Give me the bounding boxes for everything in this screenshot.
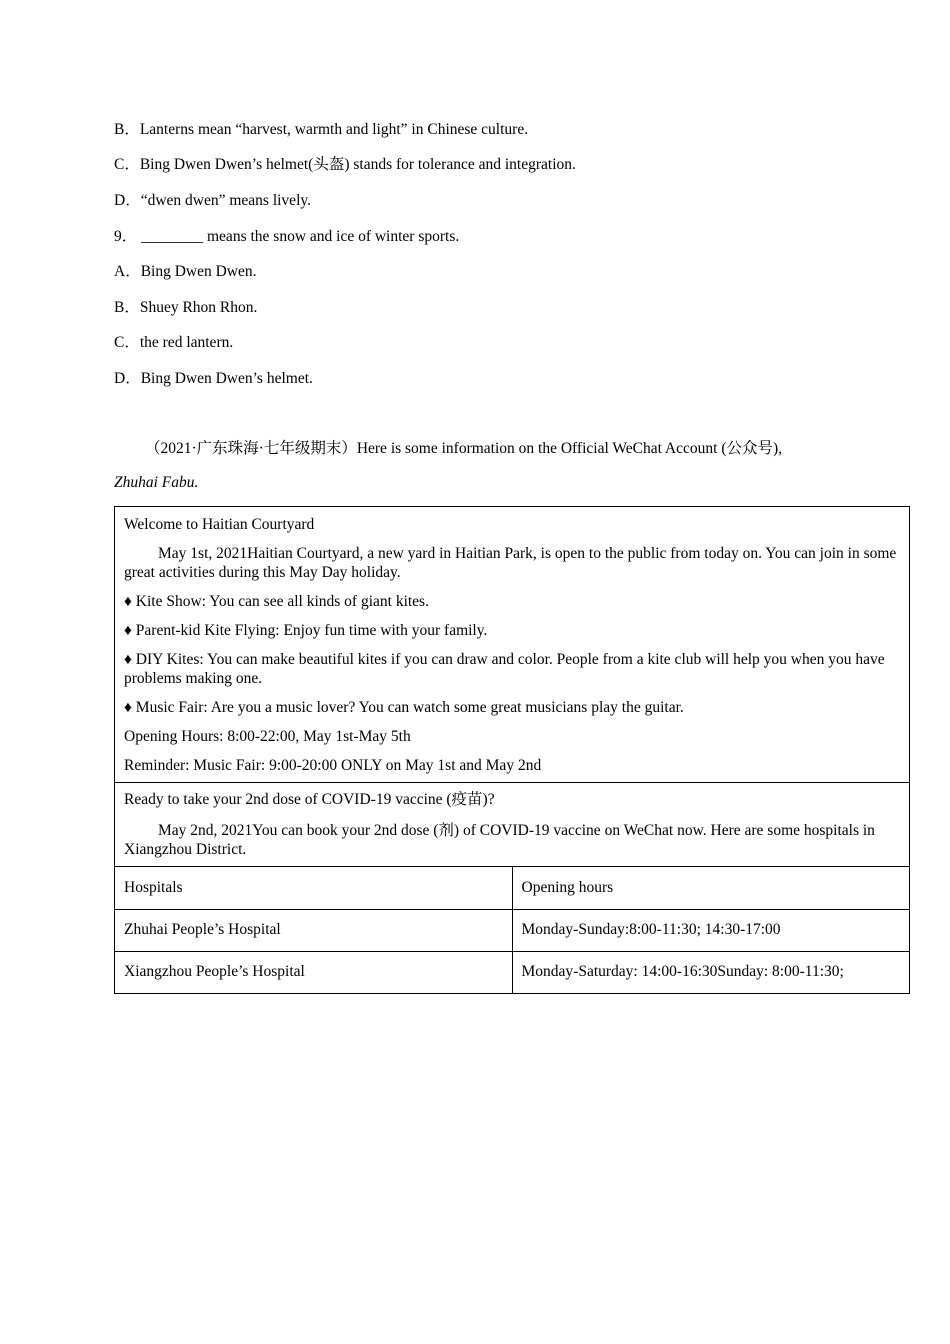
activity-item: ♦ Parent-kid Kite Flying: Enjoy fun time with your family.: [124, 622, 488, 639]
table-cell: Xiangzhou People’s Hospital: [115, 951, 512, 993]
section2-body: May 2nd, 2021You can book your 2nd dose (剂) of COVID-19 vaccine on WeChat now. Here are some hospitals in Xiangzhou District.: [124, 822, 875, 858]
table-header-row: [115, 867, 909, 909]
passage-source: Zhuhai Fabu.: [114, 474, 199, 491]
table-header-cell: Hospitals: [124, 878, 183, 896]
info-box: [114, 506, 910, 994]
table-cell: Zhuhai People’s Hospital: [115, 909, 512, 951]
reminder: Reminder: Music Fair: 9:00-20:00 ONLY on May 1st and May 2nd: [124, 757, 542, 774]
opening-hours: Opening Hours: 8:00-22:00, May 1st-May 5th: [124, 728, 411, 745]
passage-intro: （2021·广东珠海·七年级期末）Here is some information on the Official WeChat Account (公众号),: [145, 440, 783, 457]
table-row: [115, 951, 909, 993]
table-cell: Monday-Sunday:8:00-11:30; 14:30-17:00: [512, 909, 909, 951]
table-header-cell: Opening hours: [512, 867, 909, 909]
option-b-q8: B．Lanterns mean “harvest, warmth and light” in Chinese culture.: [114, 121, 529, 138]
option-b-q9: B．Shuey Rhon Rhon.: [114, 299, 258, 316]
table-row: [115, 909, 909, 951]
section1-body: May 1st, 2021Haitian Courtyard, a new yard in Haitian Park, is open to the public from today on. You can join in some great activities during this May Day holiday.: [124, 545, 897, 581]
section2-title: Ready to take your 2nd dose of COVID-19 vaccine (疫苗)?: [124, 791, 495, 808]
section1-title: Welcome to Haitian Courtyard: [124, 516, 315, 533]
hospital-table: [115, 867, 909, 993]
option-a-q9: A．Bing Dwen Dwen.: [114, 263, 257, 280]
activity-item: ♦ Music Fair: Are you a music lover? You can watch some great musicians play the guitar.: [124, 699, 684, 716]
vaccine-section: [115, 783, 909, 867]
activity-item: ♦ DIY Kites: You can make beautiful kites if you can draw and color. People from a kite club will help you when you have problems making one.: [124, 651, 885, 687]
activity-item: ♦ Kite Show: You can see all kinds of giant kites.: [124, 593, 429, 610]
option-d-q8: D．“dwen dwen” means lively.: [114, 192, 311, 209]
haitian-courtyard-section: [115, 507, 909, 783]
option-c-q8: C．Bing Dwen Dwen’s helmet(头盔) stands for tolerance and integration.: [114, 156, 576, 173]
question-9: 9． ________ means the snow and ice of winter sports.: [114, 228, 460, 245]
table-cell: Monday-Saturday: 14:00-16:30Sunday: 8:00-11:30;: [512, 951, 909, 993]
option-c-q9: C．the red lantern.: [114, 334, 234, 351]
option-d-q9: D．Bing Dwen Dwen’s helmet.: [114, 370, 313, 387]
